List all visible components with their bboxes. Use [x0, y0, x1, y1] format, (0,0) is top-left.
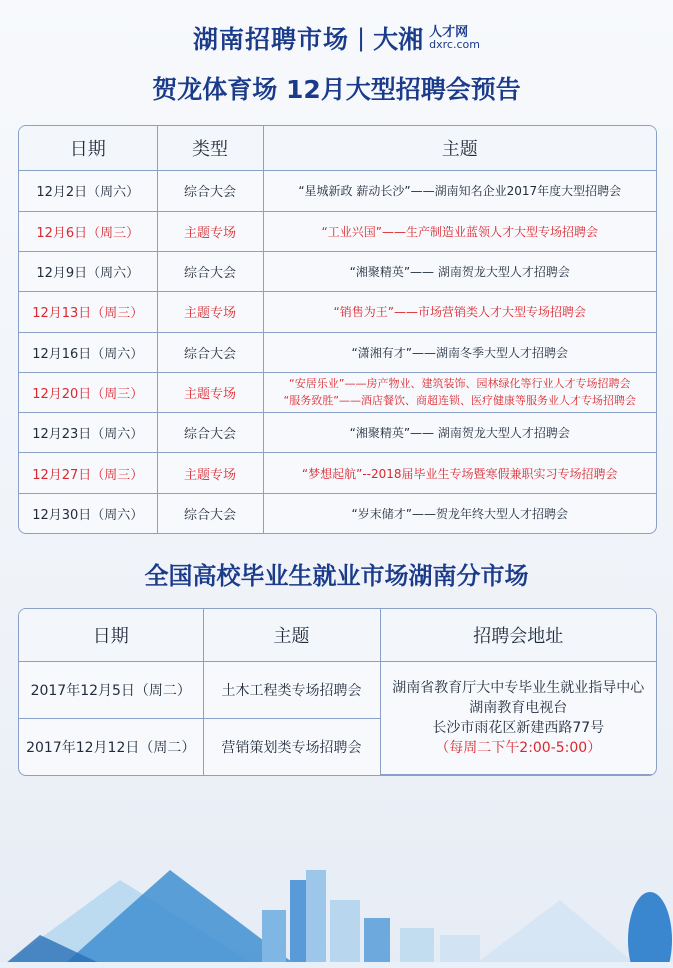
building — [364, 918, 390, 968]
col-date-header: 日期 — [19, 126, 157, 171]
brand-separator: | — [357, 24, 366, 52]
page-title: 贺龙体育场 12月大型招聘会预告 — [152, 75, 521, 104]
table-row — [19, 662, 656, 719]
row-type: 综合大会 — [157, 332, 263, 372]
row-theme: “岁末储才”——贺龙年终大型人才招聘会 — [263, 493, 656, 533]
row-theme: “湘聚精英”—— 湖南贺龙大型人才招聘会 — [263, 251, 656, 291]
row-theme: “梦想起航”--2018届毕业生专场暨寒假兼职实习专场招聘会 — [263, 453, 656, 493]
row-theme: 营销策划类专场招聘会 — [203, 719, 380, 775]
row-type: 主题专场 — [157, 292, 263, 332]
building — [306, 870, 326, 968]
row-theme: “销售为王”——市场营销类人才大型专场招聘会 — [263, 292, 656, 332]
building — [262, 910, 286, 968]
row-date: 12月9日（周六） — [19, 251, 157, 291]
row-date: 12月13日（周三） — [19, 292, 157, 332]
row-theme — [263, 372, 656, 412]
table-row — [19, 211, 656, 251]
row-date: 12月27日（周三） — [19, 453, 157, 493]
address-line1: 湖南省教育厅大中专毕业生就业指导中心 — [392, 680, 645, 696]
building — [330, 900, 360, 968]
table-row — [19, 292, 656, 332]
row-theme: “工业兴国”——生产制造业蓝领人才大型专场招聘会 — [263, 211, 656, 251]
address-line3: 长沙市雨花区新建西路77号 — [432, 720, 605, 736]
city-skyline-illustration — [0, 840, 673, 968]
row-theme: “湘聚精英”—— 湖南贺龙大型人才招聘会 — [263, 413, 656, 453]
row-type: 主题专场 — [157, 211, 263, 251]
row-theme-line2: “服务致胜”——酒店餐饮、商超连锁、医疗健康等服务业人才专场招聘会 — [283, 394, 636, 408]
table-row — [19, 372, 656, 412]
row-theme: “星城新政 薪动长沙”——湖南知名企业2017年度大型招聘会 — [263, 171, 656, 211]
brand-url: dxrc.com — [429, 38, 480, 51]
address-hours: （每周二下午2:00-5:00） — [435, 740, 602, 756]
mountain-shape — [470, 900, 640, 968]
row-date: 12月6日（周三） — [19, 211, 157, 251]
address-line2: 湖南教育电视台 — [469, 700, 568, 716]
campus-header-row — [19, 609, 656, 662]
row-theme: “潇湘有才”——湖南冬季大型人才招聘会 — [263, 332, 656, 372]
table-row — [19, 251, 656, 291]
table-row — [19, 332, 656, 372]
row-date: 12月23日（周六） — [19, 413, 157, 453]
brand-site — [429, 26, 480, 50]
campus-table — [18, 608, 657, 776]
col-address-header: 招聘会地址 — [380, 609, 656, 662]
brand-main: 湖南招聘市场 — [193, 25, 350, 54]
row-type: 主题专场 — [157, 372, 263, 412]
row-theme-line1: “安居乐业”——房产物业、建筑装饰、园林绿化等行业人才专场招聘会 — [289, 377, 631, 391]
tree-shape — [628, 892, 672, 968]
ground — [0, 962, 673, 968]
header — [0, 20, 673, 106]
row-date: 2017年12月5日（周二） — [19, 662, 203, 719]
col-type-header: 类型 — [157, 126, 263, 171]
row-type: 综合大会 — [157, 171, 263, 211]
row-date: 12月20日（周三） — [19, 372, 157, 412]
col-theme-header: 主题 — [263, 126, 656, 171]
row-type: 综合大会 — [157, 251, 263, 291]
schedule-table — [18, 125, 657, 534]
venue-address — [380, 662, 656, 775]
table-row — [19, 171, 656, 211]
col-date-header: 日期 — [19, 609, 203, 662]
table-row — [19, 453, 656, 493]
section2-title: 全国高校毕业生就业市场湖南分市场 — [144, 562, 529, 590]
row-date: 12月16日（周六） — [19, 332, 157, 372]
row-date: 12月2日（周六） — [19, 171, 157, 211]
table-row — [19, 413, 656, 453]
table-row — [19, 493, 656, 533]
col-theme-header: 主题 — [203, 609, 380, 662]
row-type: 主题专场 — [157, 453, 263, 493]
row-type: 综合大会 — [157, 493, 263, 533]
row-date: 12月30日（周六） — [19, 493, 157, 533]
row-type: 综合大会 — [157, 413, 263, 453]
brand-logo — [0, 20, 673, 56]
brand-second: 大湘 — [373, 25, 424, 54]
row-date: 2017年12月12日（周二） — [19, 719, 203, 775]
row-theme: 土木工程类专场招聘会 — [203, 662, 380, 719]
schedule-header-row — [19, 126, 656, 171]
brand-third: 人才网 — [429, 25, 469, 40]
